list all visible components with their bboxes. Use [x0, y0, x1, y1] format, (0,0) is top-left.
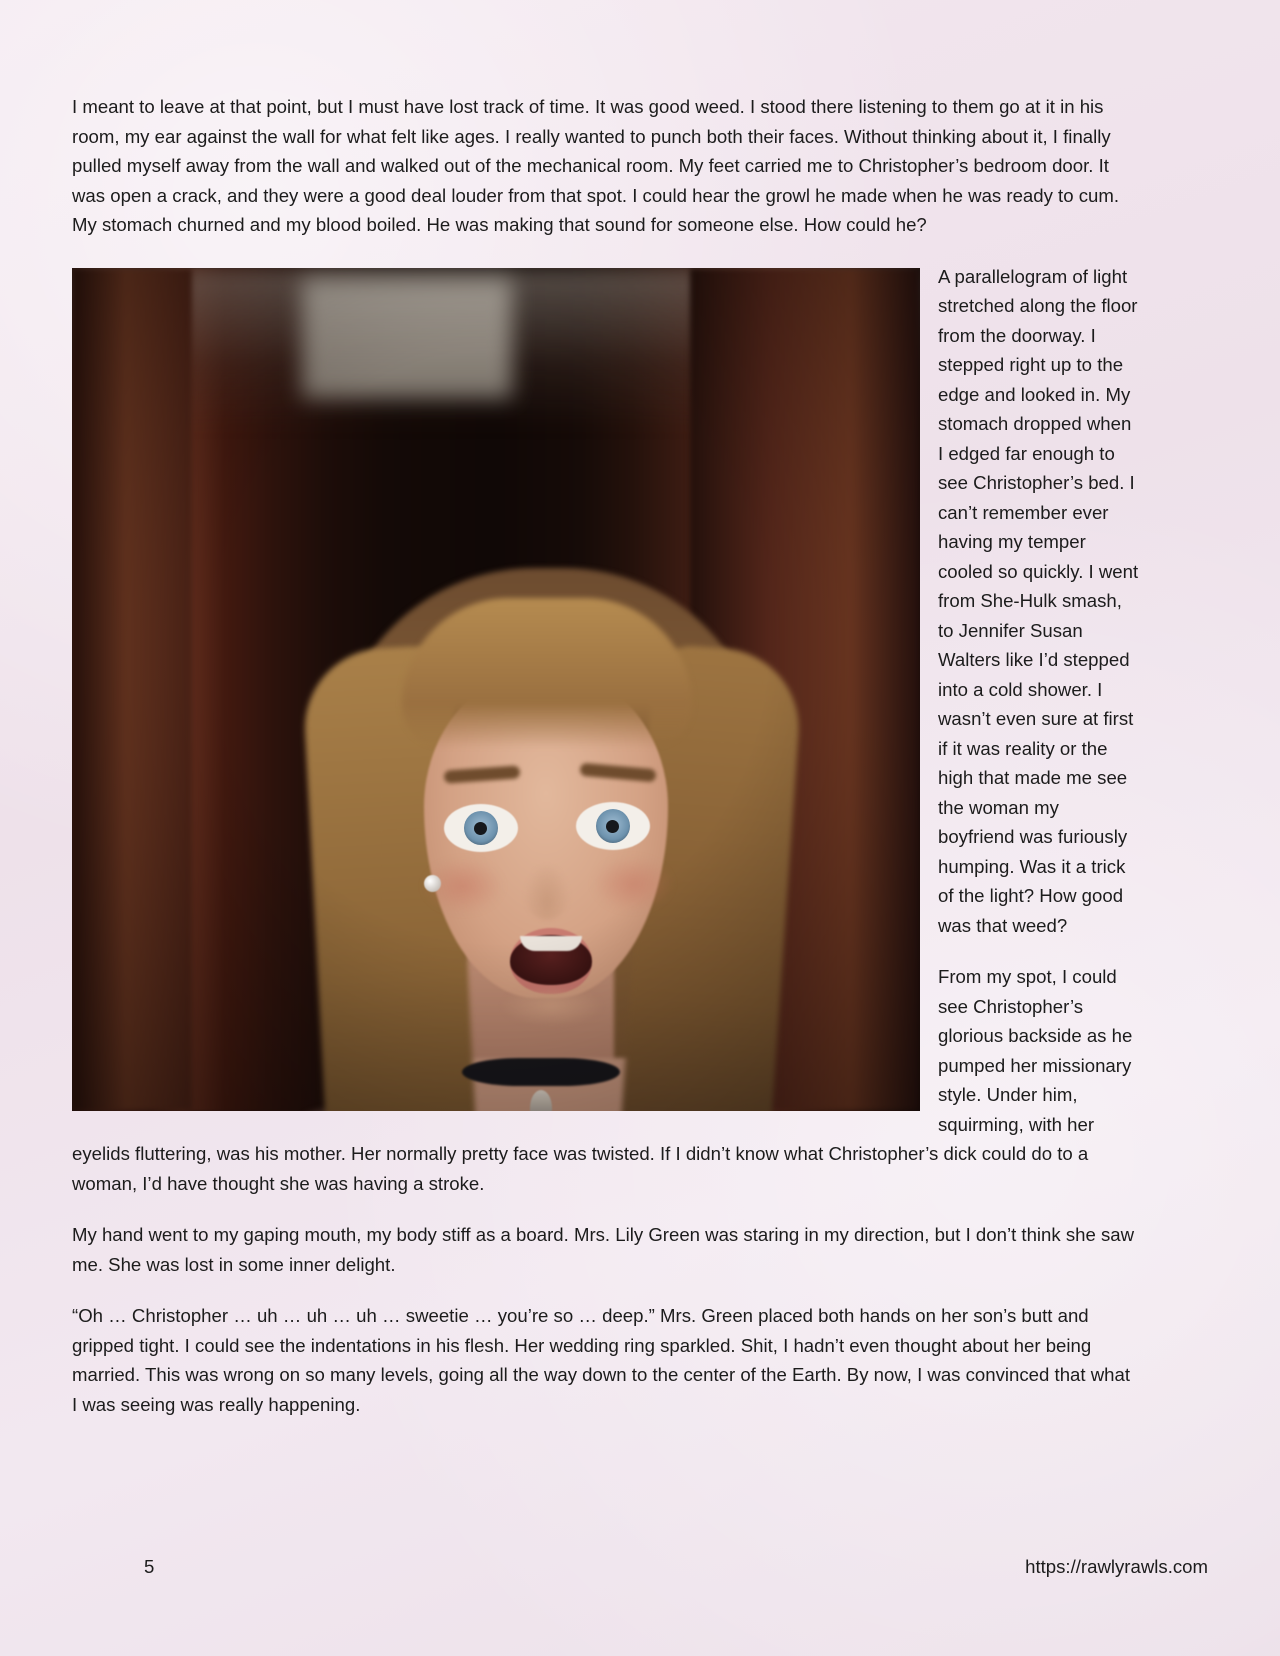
paragraph-from-my-spot: From my spot, I could see Christopher’s glorious backside as he pumped her missionary style. Under him, squirming, with her eyelids fluttering, was his mother. Her normally pretty face was twisted. If I didn’t know what Christopher’s dick could do to a woman, I’d have thought she was having a stroke.	[72, 966, 1133, 1194]
page-footer	[72, 1556, 1208, 1578]
page-content	[72, 92, 1140, 1441]
illustration-figure	[72, 268, 920, 1111]
illustration-image	[72, 268, 920, 1111]
figure-and-wrap-text	[72, 262, 1140, 1221]
image-vignette	[72, 268, 920, 1111]
paragraph-my-hand: My hand went to my gaping mouth, my body stiff as a board. Mrs. Lily Green was staring in my direction, but I don’t think she saw me. She was lost in some inner delight.	[72, 1224, 1135, 1275]
paragraph-parallelogram: A parallelogram of light stretched along the floor from the doorway. I stepped right up to the edge and looked in. My stomach dropped when I edged far enough to see Christopher’s bed. I can’t remember ever having my temper cooled so quickly. I went from She-Hulk smash, to Jennifer Susan Walters like I’d stepped into a cold shower. I wasn’t even sure at first if it was reality or the high that made me see the woman my boyfriend was furiously humping. Was it a trick of the light? How good was that weed?	[938, 265, 1139, 936]
footer-website[interactable]: https://rawlyrawls.com	[1025, 1556, 1208, 1577]
paragraph-dialogue: “Oh … Christopher … uh … uh … uh … sweetie … you’re so … deep.” Mrs. Green placed both hands on her son’s butt and gripped tight. I could see the indentations in his flesh. Her wedding ring sparkled. Shit, I hadn’t even thought about her being married. This was wrong on so many levels, going all the way down to the center of the Earth. By now, I was convinced that what I was seeing was really happening.	[72, 1305, 1130, 1415]
page-number: 5	[144, 1556, 155, 1577]
paragraph-intro: I meant to leave at that point, but I must have lost track of time. It was good weed. I stood there listening to them go at it in his room, my ear against the wall for what felt like ages. I really wanted to punch both their faces. Without thinking about it, I finally pulled myself away from the wall and walked out of the mechanical room. My feet carried me to Christopher’s bedroom door. It was open a crack, and they were a good deal louder from that spot. I could hear the growl he made when he was ready to cum. My stomach churned and my blood boiled. He was making that sound for someone else. How could he?	[72, 96, 1120, 235]
